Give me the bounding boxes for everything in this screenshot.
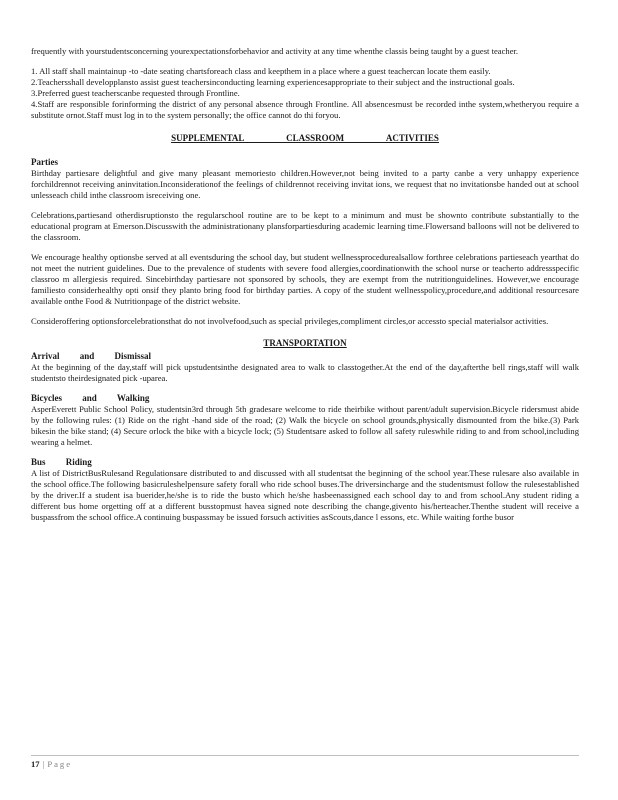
- staff-rule-2: 2.Teachersshall developplansto assist guest teachersinconducting learning experiencesappropriate to their subject and the instructional goals.: [31, 77, 515, 87]
- page-label: Page: [47, 759, 73, 769]
- page-footer: [31, 755, 579, 769]
- staff-rules-list: [31, 66, 579, 121]
- parties-paragraph-4: Consideroffering optionsforcelebrationsthat do not involvefood,such as special privileges,compliment circles,or accessto special materialsor activities.: [31, 316, 549, 326]
- bicycles-heading: Bicycles and Walking: [31, 393, 150, 403]
- arrival-heading: Arrival and Dismissal: [31, 351, 152, 361]
- staff-rule-3: 3.Preferred guest teacherscanbe requested through Frontline.: [31, 88, 240, 98]
- staff-rule-1: 1. All staff shall maintainup -to -date seating chartsforeach class and keepthem in a place where a guest teachercan locate them easily.: [31, 66, 491, 76]
- document-page: [31, 46, 579, 523]
- parties-paragraph-3: We encourage healthy optionsbe served at all eventsduring the school day, but student wellnessprocedurealsallow forthree celebrations partieseach yearthat do not meet the nutrient guidelines. Due to the prevalence of students with severe food allergies,coordinationwith the school nurse or teacherto addressspecific classroo m allergiesis required. Sincebirthday partiesare not sponsored by schools, they are exempt from the nutritionguidelines. However,we encourage familiesto considerhealthy opti onsif they planto bring food for birthday parties. A copy of the student wellnesspolicy,procedure,and additional resourcesare available onthe Food & Nutritionpage of the district website.: [31, 252, 579, 306]
- intro-paragraph: frequently with yourstudentsconcerning yourexpectationsforbehavior and activity at any time whenthe classis being taught by a guest teacher.: [31, 46, 519, 56]
- page-number: 17: [31, 759, 40, 769]
- staff-rule-4: 4.Staff are responsible forinforming the district of any personal absence through Frontline. All absencesmust be recorded inthe system,whetheryou require a substitute ornot.Staff must log in to the system personally; the office cannot do thi foryou.: [31, 99, 579, 120]
- parties-paragraph-2: Celebrations,partiesand otherdisruptionsto the regularschool routine are to be kept to a minimum and must be shownto contribute substantially to the educational program at Emerson.Discusswith the administrationany plansforpartiesduring academic learning time.Flowersand balloons will not be delivered to the classroom.: [31, 210, 579, 242]
- bus-heading: Bus Riding: [31, 457, 92, 467]
- bicycles-paragraph: AsperEverett Public School Policy, studentsin3rd through 5th gradesare welcome to ride theirbike without parent/adult supervision.Bicycle ridersmust abide by the following rules: (1) Ride on the right -hand side of the road; (2) Walk the bicycle on school grounds,physically dismounted from the bike.(3) Park bikesin the bike stand; (4) Secure orlock the bike with a bicycle lock; (5) Studentsare asked to follow all safety ruleswhile riding to and from school,including wearing a helmet.: [31, 404, 579, 447]
- transportation-title: TRANSPORTATION: [263, 338, 347, 348]
- supplemental-title: SUPPLEMENTAL CLASSROOM ACTIVITIES: [171, 133, 439, 143]
- arrival-paragraph: At the beginning of the day,staff will pick upstudentsinthe designated area to walk to classtogether.At the end of the day,afterthe bell rings,staff will walk studentsto theirdesignated pick -uparea.: [31, 362, 579, 383]
- parties-paragraph-1: Birthday partiesare delightful and give many pleasant memoriesto children.However,not being invited to a party canbe a very unhappy experience forchildrennot receiving aninvitation.Inconsiderationof the feelings of childrennot receiving invitat ions, we request that no invitationsbe handed out at school unlesseach child inthe classroom isreceiving one.: [31, 168, 579, 200]
- parties-heading: Parties: [31, 157, 58, 167]
- footer-separator: |: [42, 759, 45, 769]
- bus-paragraph: A list of DistrictBusRulesand Regulationsare distributed to and discussed with all studentsat the beginning of the school year.These rulesare also available in the school office.The following basicruleshelpensure safety forall who ride school buses.The driversincharge and the studentsmust follow the rulesestablished by the driver.If a student isa buerider,he/she is to ride the busto which he/she hasbeenassigned each school day to and from school.Any student riding a different bus home orgetting off at a different busstopmust havea signed note describing the change,givento his/herteacher.Thenthe student will receive a buspassfrom the school office.A continuing buspassmay be issued forsuch activities asScouts,dance l essons, etc. While waiting forthe busor: [31, 468, 579, 522]
